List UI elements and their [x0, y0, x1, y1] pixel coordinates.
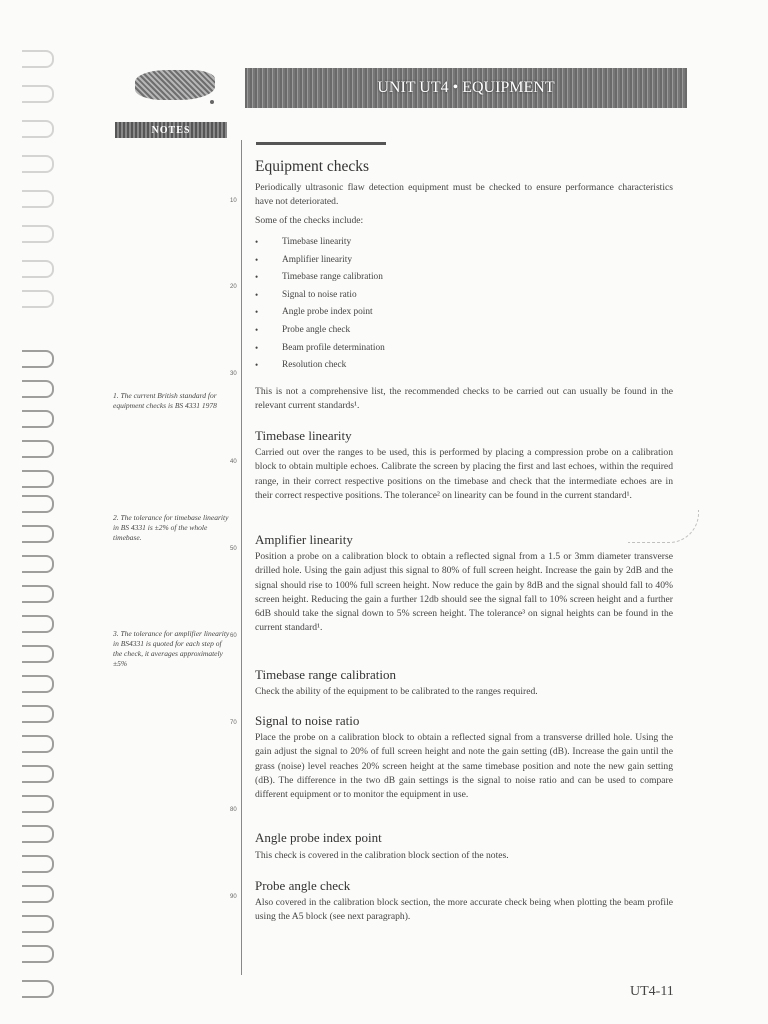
binding-ring [22, 585, 54, 603]
binding-ring [22, 885, 54, 903]
line-number: 90 [230, 894, 237, 900]
amplifier-linearity-heading: Amplifier linearity [255, 532, 353, 547]
binding-ring [22, 225, 54, 243]
margin-rule [241, 140, 242, 975]
sidenote-1: 1. The current British standard for equipment checks is BS 4331 1978 [113, 391, 217, 410]
check-name: Signal to noise ratio [282, 289, 357, 300]
binding-ring [22, 260, 54, 278]
timebase-linearity-heading: Timebase linearity [255, 428, 352, 443]
line-number: 80 [230, 807, 237, 813]
list-item [255, 252, 385, 270]
binding-ring [22, 615, 54, 633]
unit-title: UNIT UT4 • EQUIPMENT [377, 79, 555, 96]
binding-ring [22, 380, 54, 398]
binding-ring [22, 555, 54, 573]
list-item [255, 269, 385, 287]
page-number: UT4-11 [630, 984, 674, 999]
bullet: • [255, 254, 259, 265]
bullet: • [255, 342, 259, 353]
sidenote-3: 3. The tolerance for amplifier linearity in BS4331 is quoted for each step of the check, it averages approximately ±5% [113, 629, 230, 668]
list-item [255, 357, 385, 375]
spiral-binding [10, 40, 60, 1010]
binding-ring [22, 735, 54, 753]
timebase-range-heading: Timebase range calibration [255, 667, 397, 682]
timebase-linearity-text: Carried out over the ranges to be used, this is performed by placing a compression probe on a calibration block to obtain multiple echoes. Calibrate the screen by placing the first and last echoes, within the required range, in their correct respective positions on the timebase and check that the intermediate echoes are in their correct respective positions. The tolerance² on linearity can be found in the current standard¹. [255, 447, 673, 501]
notes-label: NOTES [151, 124, 191, 136]
check-name: Angle probe index point [282, 307, 373, 318]
angle-probe-index-heading: Angle probe index point [255, 830, 382, 845]
line-number: 60 [230, 633, 237, 639]
list-item [255, 322, 385, 340]
line-number: 30 [230, 371, 237, 377]
amplifier-linearity-text: Position a probe on a calibration block to obtain a reflected signal from a 1.5 or 3mm diameter transverse drilled hole. Using the gain adjust this signal to 80% of full screen height. Increase the gain by 2dB and the signal should rise to 100% full screen height. Now reduce the gain by 8dB and the signal should fall to 40% screen height. Reducing the gain a further 12db should see the signal fall to 10% screen height and a further 6dB should take the signal down to 5% screen height. The tolerance³ on signal heights can be found in the current standard¹. [255, 551, 673, 634]
binding-ring [22, 945, 54, 963]
check-name: Probe angle check [282, 324, 351, 335]
signal-to-noise-heading: Signal to noise ratio [255, 713, 360, 728]
checks-closing: This is not a comprehensive list, the recommended checks to be carried out can usually be found in the relevant current standards¹. [255, 386, 673, 412]
bullet: • [255, 307, 259, 318]
bullet: • [255, 237, 259, 247]
check-name: Amplifier linearity [282, 254, 352, 265]
binding-ring [22, 705, 54, 723]
line-number: 50 [230, 546, 237, 552]
unit-header-band [245, 68, 687, 108]
check-name: Resolution check [282, 360, 347, 371]
binding-ring [22, 495, 54, 513]
binding-ring [22, 825, 54, 843]
line-number: 20 [230, 284, 237, 290]
binding-ring [22, 85, 54, 103]
signal-to-noise-text: Place the probe on a calibration block to obtain a reflected signal from a transverse drilled hole. Using the gain adjust the signal to 20% of full screen height and note the gain setting (dB). Increase the gain until the grass (noise) level reaches 20% screen height at the same timebase position and note the new gain setting (dB). The difference in the two dB gain settings is the signal to noise ratio and can be used to compare different equipment or to monitor the equipment in use. [255, 732, 673, 801]
binding-ring [22, 290, 54, 308]
notes-tab [115, 122, 227, 138]
line-number: 10 [230, 198, 237, 204]
binding-ring [22, 795, 54, 813]
binding-ring [22, 440, 54, 458]
binding-ring [22, 50, 54, 68]
bullet: • [255, 272, 259, 283]
binding-ring [22, 410, 54, 428]
list-item [255, 304, 385, 322]
list-item [255, 234, 385, 252]
checks-list [255, 234, 385, 375]
binding-ring [22, 525, 54, 543]
probe-angle-check-text: Also covered in the calibration block section, the more accurate check being when plotting the beam profile using the A5 block (see next paragraph). [255, 897, 673, 923]
line-number: 70 [230, 720, 237, 726]
probe-angle-check-heading: Probe angle check [255, 878, 351, 893]
binding-ring [22, 155, 54, 173]
bullet: • [255, 289, 259, 300]
check-name: Beam profile determination [282, 342, 385, 353]
binding-ring [22, 470, 54, 488]
pen-mark [628, 510, 699, 543]
binding-ring [22, 765, 54, 783]
list-item [255, 287, 385, 305]
timebase-range-text: Check the ability of the equipment to be calibrated to the ranges required. [255, 686, 538, 697]
line-number: 40 [230, 459, 237, 465]
check-name: Timebase range calibration [282, 272, 383, 283]
publisher-logo [135, 70, 215, 100]
equipment-checks-intro: Periodically ultrasonic flaw detection equipment must be checked to ensure performance characteristics have not deteriorated. [255, 182, 673, 208]
bullet: • [255, 360, 259, 371]
binding-ring [22, 120, 54, 138]
binding-ring [22, 190, 54, 208]
check-name: Timebase linearity [282, 237, 352, 247]
binding-ring [22, 980, 54, 998]
sidenote-2: 2. The tolerance for timebase linearity in BS 4331 is ±2% of the whole timebase. [113, 513, 229, 542]
binding-ring [22, 645, 54, 663]
checks-lead: Some of the checks include: [255, 215, 364, 226]
list-item [255, 340, 385, 358]
bullet: • [255, 324, 259, 335]
angle-probe-index-text: This check is covered in the calibration block section of the notes. [255, 850, 509, 861]
speck [210, 100, 214, 104]
binding-ring [22, 675, 54, 693]
binding-ring [22, 915, 54, 933]
equipment-checks-heading: Equipment checks [255, 158, 370, 175]
binding-ring [22, 350, 54, 368]
binding-ring [22, 855, 54, 873]
heading-rule [256, 142, 386, 145]
